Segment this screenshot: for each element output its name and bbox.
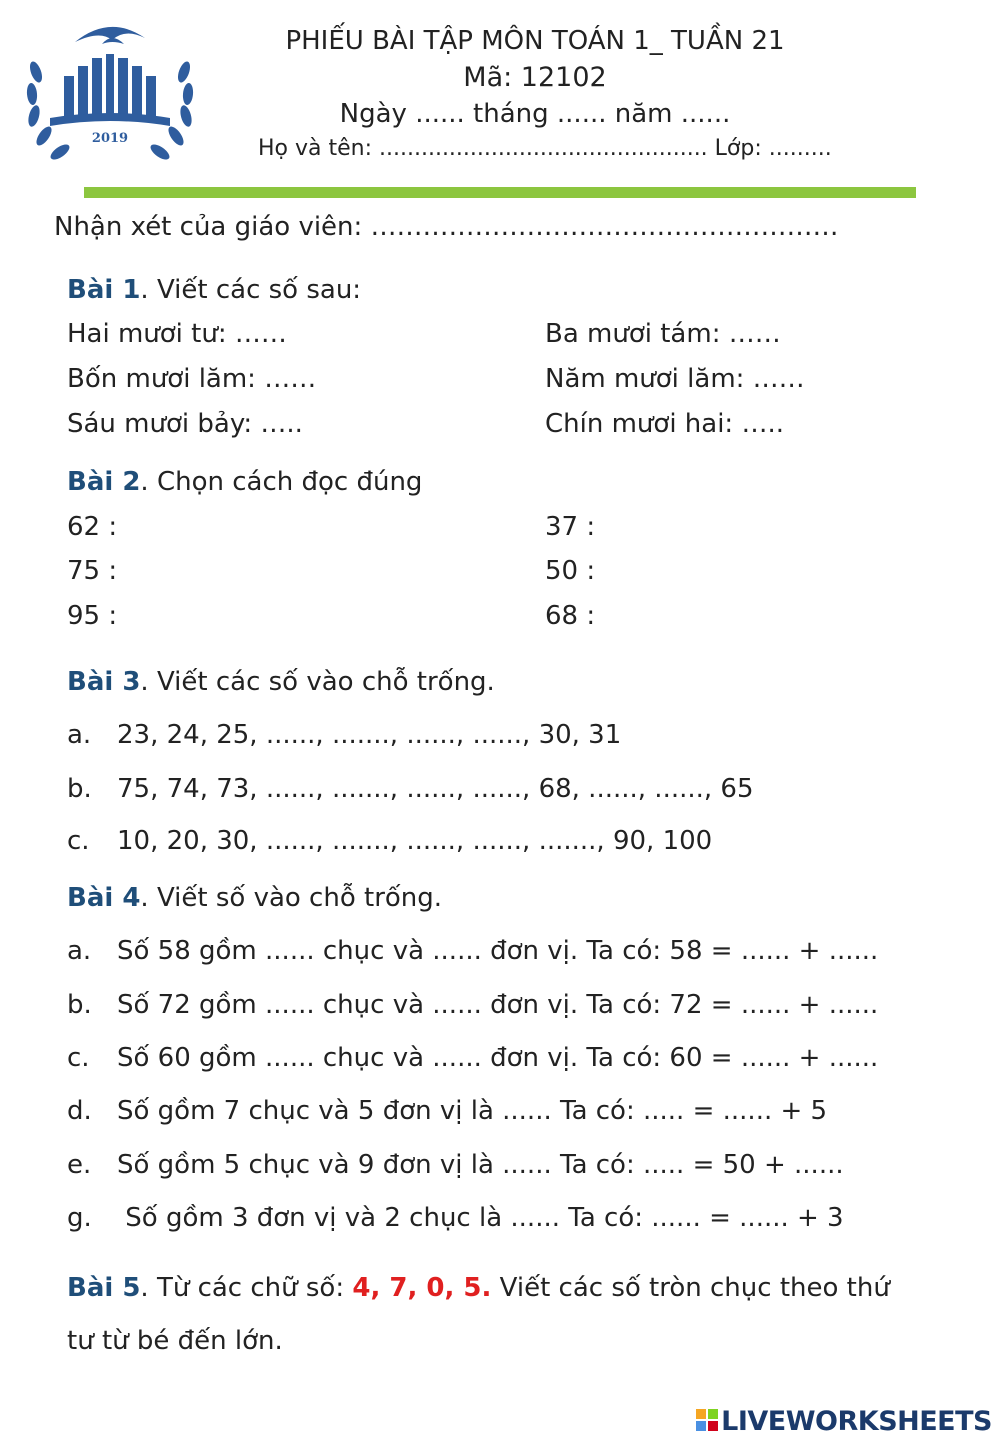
item-text: Số 60 gồm ...... chục và ...... đơn vị. Ta có: 60 = ...... + ...... bbox=[117, 1043, 879, 1073]
bai3-heading bbox=[67, 667, 495, 697]
bai2-right-item: 68 : bbox=[545, 601, 596, 631]
bai2-left-item: 62 : bbox=[67, 512, 118, 542]
item-text: 75, 74, 73, ......, ......., ......, ......, 68, ......, ......, 65 bbox=[117, 774, 754, 804]
item-text: Số gồm 3 đơn vị và 2 chục là ...... Ta có: ...... = ...... + 3 bbox=[117, 1203, 844, 1233]
bai2-left-item: 75 : bbox=[67, 556, 118, 586]
bai4-item bbox=[67, 1203, 844, 1233]
bai2-left-item: 95 : bbox=[67, 601, 118, 631]
item-label: c. bbox=[67, 826, 90, 856]
school-logo bbox=[20, 14, 200, 174]
bai4-item bbox=[67, 1096, 827, 1126]
bai1-instruction: . Viết các số sau: bbox=[140, 275, 362, 305]
item-label: e. bbox=[67, 1150, 92, 1180]
bai1-left-item: Bốn mươi lăm: …… bbox=[67, 364, 317, 394]
bai4-item bbox=[67, 1150, 844, 1180]
bai1-left-item: Hai mươi tư: …… bbox=[67, 319, 287, 349]
bai2-right-item: 37 : bbox=[545, 512, 596, 542]
bai2-heading bbox=[67, 467, 422, 497]
bai5-line2: tư từ bé đến lớn. bbox=[67, 1326, 283, 1356]
bai1-right-item: Ba mươi tám: …… bbox=[545, 319, 781, 349]
bai3-item bbox=[67, 774, 754, 804]
bai1-left-item: Sáu mươi bảy: ….. bbox=[67, 409, 303, 439]
worksheet-title: PHIẾU BÀI TẬP MÔN TOÁN 1_ TUẦN 21 bbox=[285, 26, 785, 56]
item-label: b. bbox=[67, 774, 92, 804]
item-label: d. bbox=[67, 1096, 92, 1126]
bai4-heading bbox=[67, 883, 442, 913]
logo-year: 2019 bbox=[91, 131, 129, 146]
bai4-title: Bài 4 bbox=[67, 883, 141, 913]
bai5-line1 bbox=[67, 1273, 890, 1303]
item-text: Số gồm 7 chục và 5 đơn vị là ...... Ta có: ..... = ...... + 5 bbox=[117, 1096, 828, 1126]
item-text: Số 58 gồm ...... chục và ...... đơn vị. Ta có: 58 = ...... + ...... bbox=[117, 936, 879, 966]
brand-text: LIVEWORKSHEETS bbox=[721, 1406, 992, 1437]
bai5-title: Bài 5 bbox=[67, 1273, 141, 1303]
item-label: a. bbox=[67, 936, 92, 966]
liveworksheets-watermark bbox=[696, 1406, 992, 1438]
item-label: a. bbox=[67, 720, 92, 750]
bai1-right-item: Năm mươi lăm: …… bbox=[545, 364, 805, 394]
item-label: c. bbox=[67, 1043, 90, 1073]
bai4-instruction: . Viết số vào chỗ trống. bbox=[140, 883, 443, 913]
item-text: Số 72 gồm ...... chục và ...... đơn vị. Ta có: 72 = ...... + ...... bbox=[117, 990, 879, 1020]
bai3-title: Bài 3 bbox=[67, 667, 141, 697]
bai2-title: Bài 2 bbox=[67, 467, 141, 497]
bai3-item bbox=[67, 720, 621, 750]
bai2-instruction: . Chọn cách đọc đúng bbox=[140, 467, 423, 497]
item-label: b. bbox=[67, 990, 92, 1020]
bai5-post: Viết các số tròn chục theo thứ bbox=[491, 1273, 890, 1303]
bai1-title: Bài 1 bbox=[67, 275, 141, 305]
worksheet-code: Mã: 12102 bbox=[463, 62, 607, 93]
item-text: Số gồm 5 chục và 9 đơn vị là ...... Ta có: ..... = 50 + ...... bbox=[117, 1150, 844, 1180]
name-class-line: Họ và tên: ............................................... Lớp: ......... bbox=[258, 136, 832, 161]
bai2-right-item: 50 : bbox=[545, 556, 596, 586]
bai4-item bbox=[67, 990, 878, 1020]
bai3-instruction: . Viết các số vào chỗ trống. bbox=[140, 667, 495, 697]
item-text: 23, 24, 25, ......, ......., ......, ......, 30, 31 bbox=[117, 720, 622, 750]
liveworksheets-logo-icon bbox=[696, 1407, 718, 1438]
bai5-digits: 4, 7, 0, 5. bbox=[352, 1273, 492, 1303]
bai5-pre: . Từ các chữ số: bbox=[140, 1273, 353, 1303]
item-label: g. bbox=[67, 1203, 92, 1233]
date-line: Ngày ...... tháng ...... năm ...... bbox=[339, 99, 731, 129]
teacher-comment: Nhận xét của giáo viên: ……………………………………………… bbox=[54, 212, 839, 242]
header-divider bbox=[84, 187, 916, 198]
bai1-heading bbox=[67, 275, 361, 305]
item-text: 10, 20, 30, ......, ......., ......, ......, ......., 90, 100 bbox=[117, 826, 713, 856]
bai4-item bbox=[67, 936, 878, 966]
bai1-right-item: Chín mươi hai: ….. bbox=[545, 409, 784, 439]
bai3-item bbox=[67, 826, 712, 856]
bai4-item bbox=[67, 1043, 878, 1073]
